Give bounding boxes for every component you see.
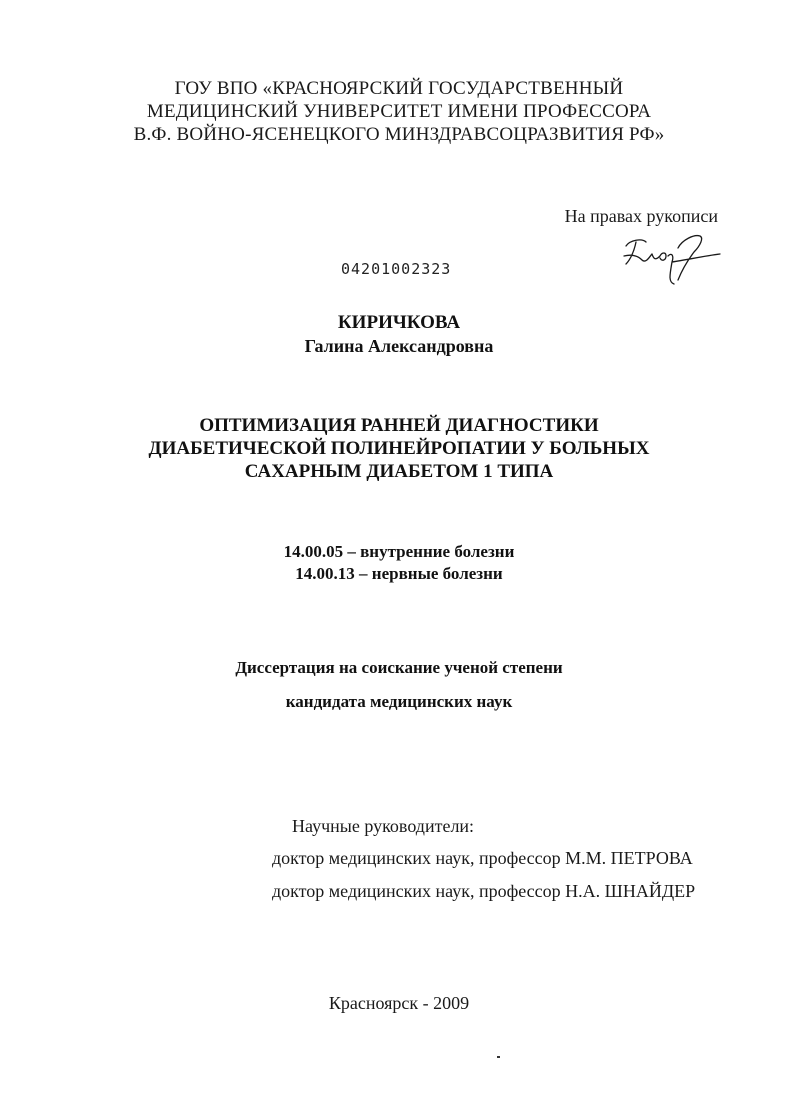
supervisor-first: доктор медицинских наук, профессор М.М. ПЕТРОВА	[272, 848, 693, 868]
title-line-1: ОПТИМИЗАЦИЯ РАННЕЙ ДИАГНОСТИКИ	[199, 415, 599, 436]
author-signature	[616, 226, 726, 290]
registration-number: 04201002323	[341, 260, 452, 278]
title-line-2: ДИАБЕТИЧЕСКОЙ ПОЛИНЕЙРОПАТИИ У БОЛЬНЫХ	[148, 438, 650, 459]
institution-line-1: ГОУ ВПО «КРАСНОЯРСКИЙ ГОСУДАРСТВЕННЫЙ	[174, 78, 624, 99]
degree-line-1: Диссертация на соискание ученой степени	[235, 658, 563, 677]
institution-line-2: МЕДИЦИНСКИЙ УНИВЕРСИТЕТ ИМЕНИ ПРОФЕССОРА	[146, 101, 652, 122]
title-line-3: САХАРНЫМ ДИАБЕТОМ 1 ТИПА	[244, 461, 554, 482]
author-name: Галина Александровна	[304, 336, 494, 356]
institution-line-3: В.Ф. ВОЙНО-ЯСЕНЕЦКОГО МИНЗДРАВСОЦРАЗВИТИЯ РФ»	[133, 124, 665, 145]
specialty-line-1: 14.00.05 – внутренние болезни	[283, 542, 515, 561]
specialty-line-2: 14.00.13 – нервные болезни	[295, 564, 503, 583]
scan-speck	[497, 1056, 500, 1058]
supervisors-heading: Научные руководители:	[292, 816, 475, 836]
author-surname: КИРИЧКОВА	[337, 312, 461, 333]
supervisor-second: доктор медицинских наук, профессор Н.А. ШНАЙДЕР	[272, 881, 696, 901]
degree-line-2: кандидата медицинских наук	[285, 692, 513, 711]
city-year: Красноярск - 2009	[328, 993, 470, 1013]
manuscript-note: На правах рукописи	[564, 206, 718, 226]
